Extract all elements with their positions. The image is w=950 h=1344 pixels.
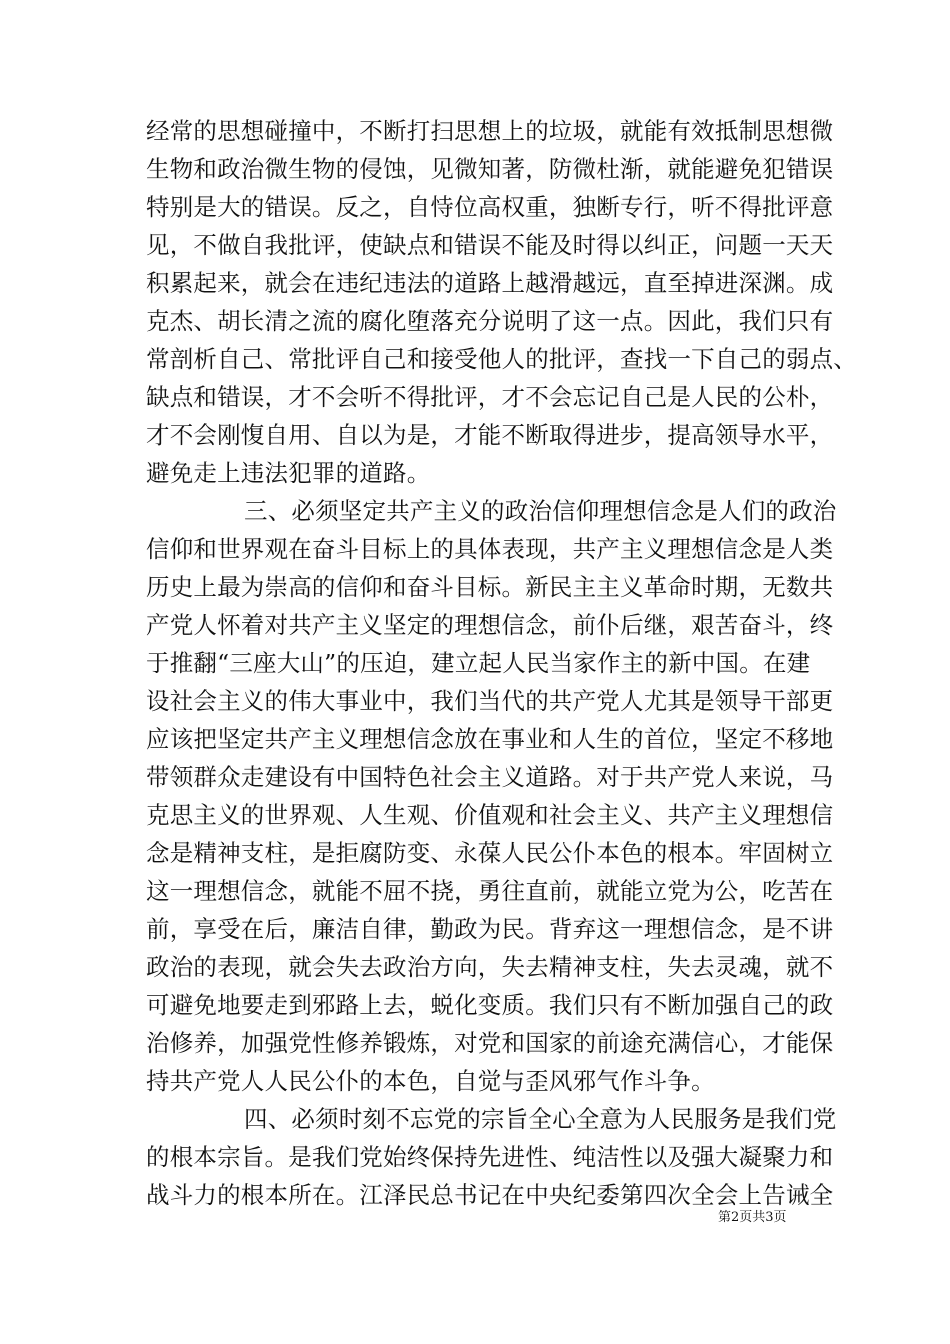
text-line: 见，不做自我批评，使缺点和错误不能及时得以纠正，问题一天天 [146, 231, 834, 259]
text-line: 历史上最为崇高的信仰和奋斗目标。新民主主义革命时期，无数共 [146, 573, 834, 601]
text-line: 政治的表现，就会失去政治方向，失去精神支柱，失去灵魂，就不 [146, 953, 834, 981]
text-line: 经常的思想碰撞中，不断打扫思想上的垃圾，就能有效抵制思想微 [146, 117, 834, 145]
text-line: 特别是大的错误。反之，自恃位高权重，独断专行，听不得批评意 [146, 193, 834, 221]
text-line: 产党人怀着对共产主义坚定的理想信念，前仆后继，艰苦奋斗，终 [146, 611, 834, 639]
text-line: 才不会刚愎自用、自以为是，才能不断取得进步，提高领导水平， [146, 421, 834, 449]
text-line: 前，享受在后，廉洁自律，勤政为民。背弃这一理想信念，是不讲 [146, 915, 834, 943]
text-line: 战斗力的根本所在。江泽民总书记在中央纪委第四次全会上告诫全 [146, 1181, 834, 1209]
text-line: 信仰和世界观在奋斗目标上的具体表现，共产主义理想信念是人类 [146, 535, 834, 563]
text-line: 设社会主义的伟大事业中，我们当代的共产党人尤其是领导干部更 [146, 687, 834, 715]
page-number-footer: 第2页共3页 [718, 1210, 787, 1225]
text-line: 克杰、胡长清之流的腐化堕落充分说明了这一点。因此，我们只有 [146, 307, 834, 335]
text-line: 治修养，加强党性修养锻炼，对党和国家的前途充满信心，才能保 [146, 1029, 834, 1057]
text-line: 缺点和错误，才不会听不得批评，才不会忘记自己是人民的公朴， [146, 383, 834, 411]
section-heading-four: 四、必须时刻不忘党的宗旨全心全意为人民服务是我们党 [244, 1105, 837, 1133]
text-line: 这一理想信念，就能不屈不挠，勇往直前，就能立党为公，吃苦在 [146, 877, 834, 905]
text-line: 于推翻“三座大山”的压迫，建立起人民当家作主的新中国。在建 [146, 649, 811, 677]
text-line: 可避免地要走到邪路上去，蜕化变质。我们只有不断加强自己的政 [146, 991, 834, 1019]
text-line: 的根本宗旨。是我们党始终保持先进性、纯洁性以及强大凝聚力和 [146, 1143, 834, 1171]
text-line: 生物和政治微生物的侵蚀，见微知著，防微杜渐，就能避免犯错误 [146, 155, 834, 183]
text-line: 念是精神支柱，是拒腐防变、永葆人民公仆本色的根本。牢固树立 [146, 839, 834, 867]
text-line: 带领群众走建设有中国特色社会主义道路。对于共产党人来说，马 [146, 763, 834, 791]
text-line: 应该把坚定共产主义理想信念放在事业和人生的首位，坚定不移地 [146, 725, 834, 753]
text-line: 常剖析自己、常批评自己和接受他人的批评，查找一下自己的弱点、 [146, 345, 857, 373]
text-line: 克思主义的世界观、人生观、价值观和社会主义、共产主义理想信 [146, 801, 834, 829]
section-heading-three: 三、必须坚定共产主义的政治信仰理想信念是人们的政治 [244, 497, 837, 525]
text-line: 持共产党人人民公仆的本色，自觉与歪风邪气作斗争。 [146, 1067, 715, 1095]
text-line: 避免走上违法犯罪的道路。 [146, 459, 431, 487]
text-line: 积累起来，就会在违纪违法的道路上越滑越远，直至掉进深渊。成 [146, 269, 834, 297]
